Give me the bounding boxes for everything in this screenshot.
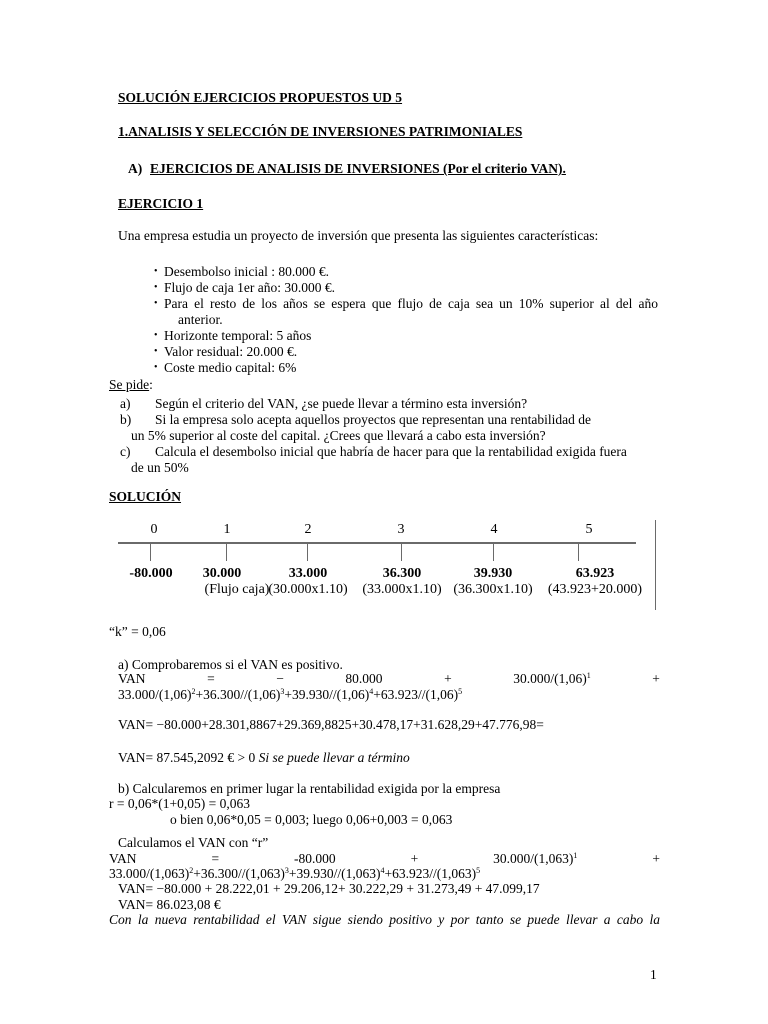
- question-b-cont: un 5% superior al coste del capital. ¿Crees que llevará a cabo esta inversión?: [131, 428, 546, 443]
- part-b-calculation: VAN= −80.000 + 28.222,01 + 29.206,12+ 30.222,29 + 31.273,49 + 47.099,17: [118, 881, 540, 896]
- cash-flow-amount: 33.000: [288, 566, 328, 581]
- part-b-van-formula: VAN = -80.000 + $30.000/(1,063)^1$ +: [109, 851, 660, 866]
- period-label: 2: [304, 522, 312, 537]
- question-a-letter: a): [120, 396, 131, 411]
- rate-alternative: o bien 0,06*0,05 = 0,003; luego 0,06+0,003 = 0,063: [170, 812, 453, 827]
- bullet-item: • Horizonte temporal: 5 años: [164, 328, 311, 344]
- question-c-cont: de un 50%: [131, 460, 189, 475]
- question-c: Calcula el desembolso inicial que habría de hacer para que la rentabilidad exigida fuera: [155, 444, 627, 459]
- question-a: Según el criterio del VAN, ¿se puede llevar a término esta inversión?: [155, 396, 528, 411]
- cash-flow-amount: 30.000: [202, 566, 242, 581]
- timeline-tick: [307, 543, 308, 561]
- timeline-axis: [118, 542, 636, 544]
- part-a-van-formula: VAN = − 80.000 + $30.000/(1,06)^1$ +: [118, 671, 660, 686]
- k-value: “k” = 0,06: [109, 624, 166, 639]
- part-a-calculation: VAN= −80.000+28.301,8867+29.369,8825+30.478,17+31.628,29+47.776,98=: [118, 717, 544, 732]
- rate-calculation: r = 0,06*(1+0,05) = 0,063: [109, 796, 250, 811]
- part-b-van-formula-cont: $33.000/(1,063)^2+36.300//(1,063)^3+39.930//(1,063)^4+63.923//(1,063)^5$: [109, 866, 481, 881]
- timeline-tick: [226, 543, 227, 561]
- bullet-item: • Valor residual: 20.000 €.: [164, 344, 297, 360]
- question-b-letter: b): [120, 412, 132, 427]
- cash-flow-detail: (30.000x1.10): [268, 582, 348, 597]
- period-label: 4: [490, 522, 498, 537]
- cash-flow-amount: 63.923: [575, 566, 615, 581]
- bullet-item: • Coste medio capital: 6%: [164, 360, 296, 376]
- cash-flow-detail: (43.923+20.000): [547, 582, 643, 597]
- page-number: 1: [650, 967, 657, 982]
- part-b-result: VAN= 86.023,08 €: [118, 897, 221, 912]
- cash-flow-detail: (33.000x1.10): [362, 582, 442, 597]
- cash-flow-detail: (Flujo caja): [204, 582, 270, 597]
- bullet-item: • Desembolso inicial : 80.000 €.: [164, 264, 329, 280]
- part-a-heading: a) Comprobaremos si el VAN es positivo.: [118, 657, 343, 672]
- question-b: Si la empresa solo acepta aquellos proyectos que representan una rentabilidad de: [155, 412, 591, 427]
- period-label: 3: [397, 522, 405, 537]
- question-c-letter: c): [120, 444, 131, 459]
- part-b-heading: b) Calcularemos en primer lugar la rentabilidad exigida por la empresa: [118, 781, 501, 796]
- period-label: 0: [150, 522, 158, 537]
- part-b-conclusion: Con la nueva rentabilidad el VAN sigue siendo positivo y por tanto se puede llevar a cabo la: [109, 912, 660, 927]
- exercise-heading: EJERCICIO 1: [118, 196, 204, 211]
- part-a-van-formula-cont: $33.000/(1,06)^2+36.300//(1,06)^3+39.930//(1,06)^4+63.923//(1,06)^5$: [118, 687, 463, 702]
- document-title: SOLUCIÓN EJERCICIOS PROPUESTOS UD 5: [118, 90, 403, 105]
- cash-flow-amount: 36.300: [382, 566, 422, 581]
- cash-flow-detail: (36.300x1.10): [453, 582, 533, 597]
- bullet-item: • Flujo de caja 1er año: 30.000 €.: [164, 280, 335, 296]
- cash-flow-amount: 39.930: [473, 566, 513, 581]
- subsection-letter: A): [128, 161, 143, 176]
- bullet-item: • Para el resto de los años se espera que flujo de caja sea un 10% superior al del año: [154, 296, 658, 311]
- intro-text: Una empresa estudia un proyecto de inversión que presenta las siguientes características:: [118, 228, 599, 243]
- cash-flow-amount: -80.000: [129, 566, 173, 581]
- subsection-heading: EJERCICIOS DE ANALISIS DE INVERSIONES (Por el criterio VAN).: [150, 161, 566, 176]
- period-label: 1: [223, 522, 231, 537]
- timeline-tick: [578, 543, 579, 561]
- timeline-tick: [150, 543, 151, 561]
- timeline-tick: [401, 543, 402, 561]
- bullet-continuation: anterior.: [178, 312, 223, 327]
- period-label: 5: [585, 522, 593, 537]
- solution-heading: SOLUCIÓN: [109, 489, 182, 504]
- se-pide-label: Se pide:: [109, 377, 153, 392]
- section-heading: 1.ANALISIS Y SELECCIÓN DE INVERSIONES PATRIMONIALES: [118, 124, 523, 139]
- part-a-result: VAN= 87.545,2092 € > 0 Si se puede llevar a término: [118, 750, 410, 765]
- part-b-van-heading: Calculamos el VAN con “r”: [118, 835, 269, 850]
- timeline-tick: [493, 543, 494, 561]
